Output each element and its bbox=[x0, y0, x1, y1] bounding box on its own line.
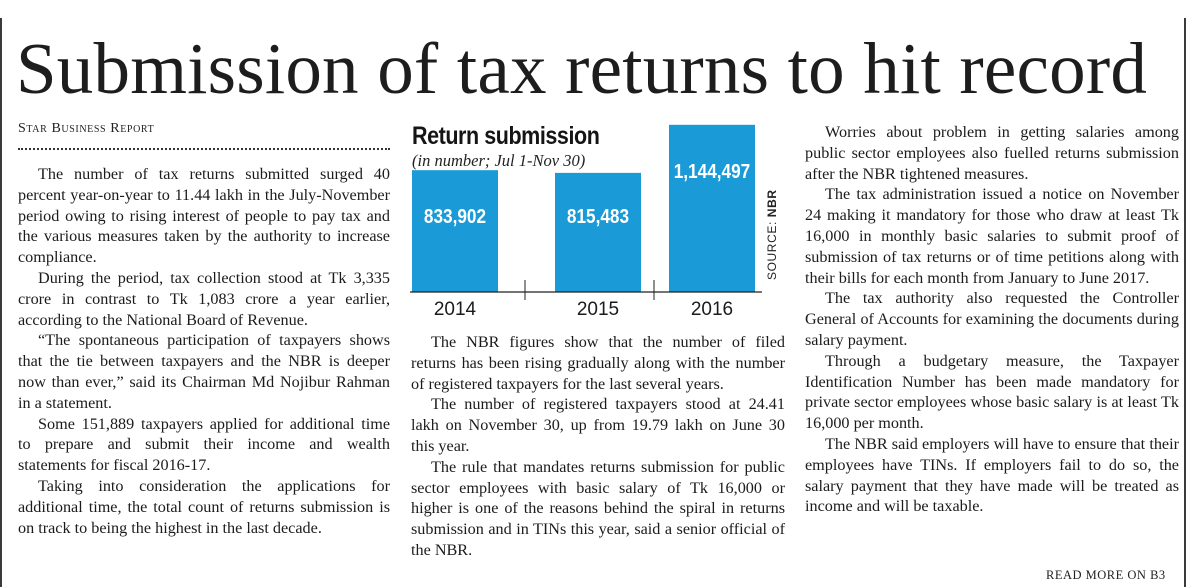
tick-label-2015: 2015 bbox=[576, 299, 620, 320]
paragraph: The tax authority also requested the Controller General of Accounts for examining the documents during salary payment. bbox=[805, 289, 1179, 349]
paragraph: The rule that mandates returns submission for public sector employees with basic salary of Tk 16,000 or higher is one of the reasons behind the spiral in returns submission and in TINs this year, said a senior official of the NBR. bbox=[411, 457, 785, 559]
return-submission-chart bbox=[410, 122, 788, 322]
article-column-1 bbox=[18, 164, 390, 538]
paragraph: The NBR figures show that the number of filed returns has been rising gradually along with the number of registered taxpayers for the last several years. bbox=[411, 333, 785, 393]
tick-label-2016: 2016 bbox=[690, 299, 734, 320]
tick-label-2014: 2014 bbox=[433, 299, 477, 320]
article-column-2 bbox=[411, 332, 785, 561]
source-name: NBR bbox=[765, 189, 779, 218]
article-column-3 bbox=[805, 122, 1179, 517]
chart-subtitle: (in number; Jul 1-Nov 30) bbox=[412, 151, 586, 170]
read-more-link[interactable]: READ MORE ON B3 bbox=[1046, 568, 1166, 582]
paragraph: The number of registered taxpayers stood at 24.41 lakh on November 30, up from 19.79 lakh on June 30 this year. bbox=[411, 395, 785, 455]
byline: Star Business Report bbox=[18, 121, 155, 136]
value-label-2015: 815,483 bbox=[566, 204, 630, 228]
byline-dotted-rule bbox=[18, 148, 390, 150]
paragraph: During the period, tax collection stood at Tk 3,335 crore in contrast to Tk 1,083 crore a year earlier, according to the National Board of Revenue. bbox=[18, 268, 390, 329]
chart-title: Return submission bbox=[412, 122, 600, 150]
paragraph: The tax administration issued a notice on November 24 making it mandatory for those who draw at least Tk 16,000 in monthly basic salaries to submit proof of submission of tax returns or of time petitions along with their bills for each month from January to June 2017. bbox=[805, 185, 1179, 287]
page-border-right bbox=[1184, 18, 1186, 587]
bar-2015 bbox=[555, 173, 641, 292]
page-border-left bbox=[0, 18, 2, 587]
paragraph: Some 151,889 taxpayers applied for additional time to prepare and submit their income and wealth statements for fiscal 2016-17. bbox=[18, 414, 390, 475]
paragraph: Taking into consideration the applications for additional time, the total count of returns submission is on track to being the highest in the last decade. bbox=[18, 476, 390, 537]
paragraph: Worries about problem in getting salaries among public sector employees also fuelled returns submission after the NBR tightened measures. bbox=[805, 123, 1179, 183]
chart-source bbox=[765, 189, 779, 280]
paragraph: “The spontaneous participation of taxpayers shows that the tie between taxpayers and the NBR is deeper now than ever,” said its Chairman Md Nojibur Rahman in a statement. bbox=[18, 331, 390, 412]
bar-2014 bbox=[412, 170, 498, 292]
bar-2016 bbox=[669, 125, 755, 292]
headline: Submission of tax returns to hit record bbox=[16, 28, 1148, 109]
paragraph: The number of tax returns submitted surged 40 percent year-on-year to 11.44 lakh in the July-November period owing to rising interest of people to pay tax and the various measures taken by the authority to increase compliance. bbox=[18, 165, 390, 267]
source-prefix: SOURCE: bbox=[765, 217, 779, 280]
value-label-2016: 1,144,497 bbox=[673, 159, 751, 183]
previous-article-strip bbox=[0, 0, 1188, 6]
paragraph: The NBR said employers will have to ensure that their employees have TINs. If employers fail to do so, the salary payment that they have made will be treated as income and will be taxable. bbox=[805, 434, 1179, 516]
value-label-2014: 833,902 bbox=[423, 204, 487, 228]
paragraph: Through a budgetary measure, the Taxpayer Identification Number has been made mandatory for private sector employees whose basic salary is at least Tk 16,000 per month. bbox=[805, 351, 1179, 433]
